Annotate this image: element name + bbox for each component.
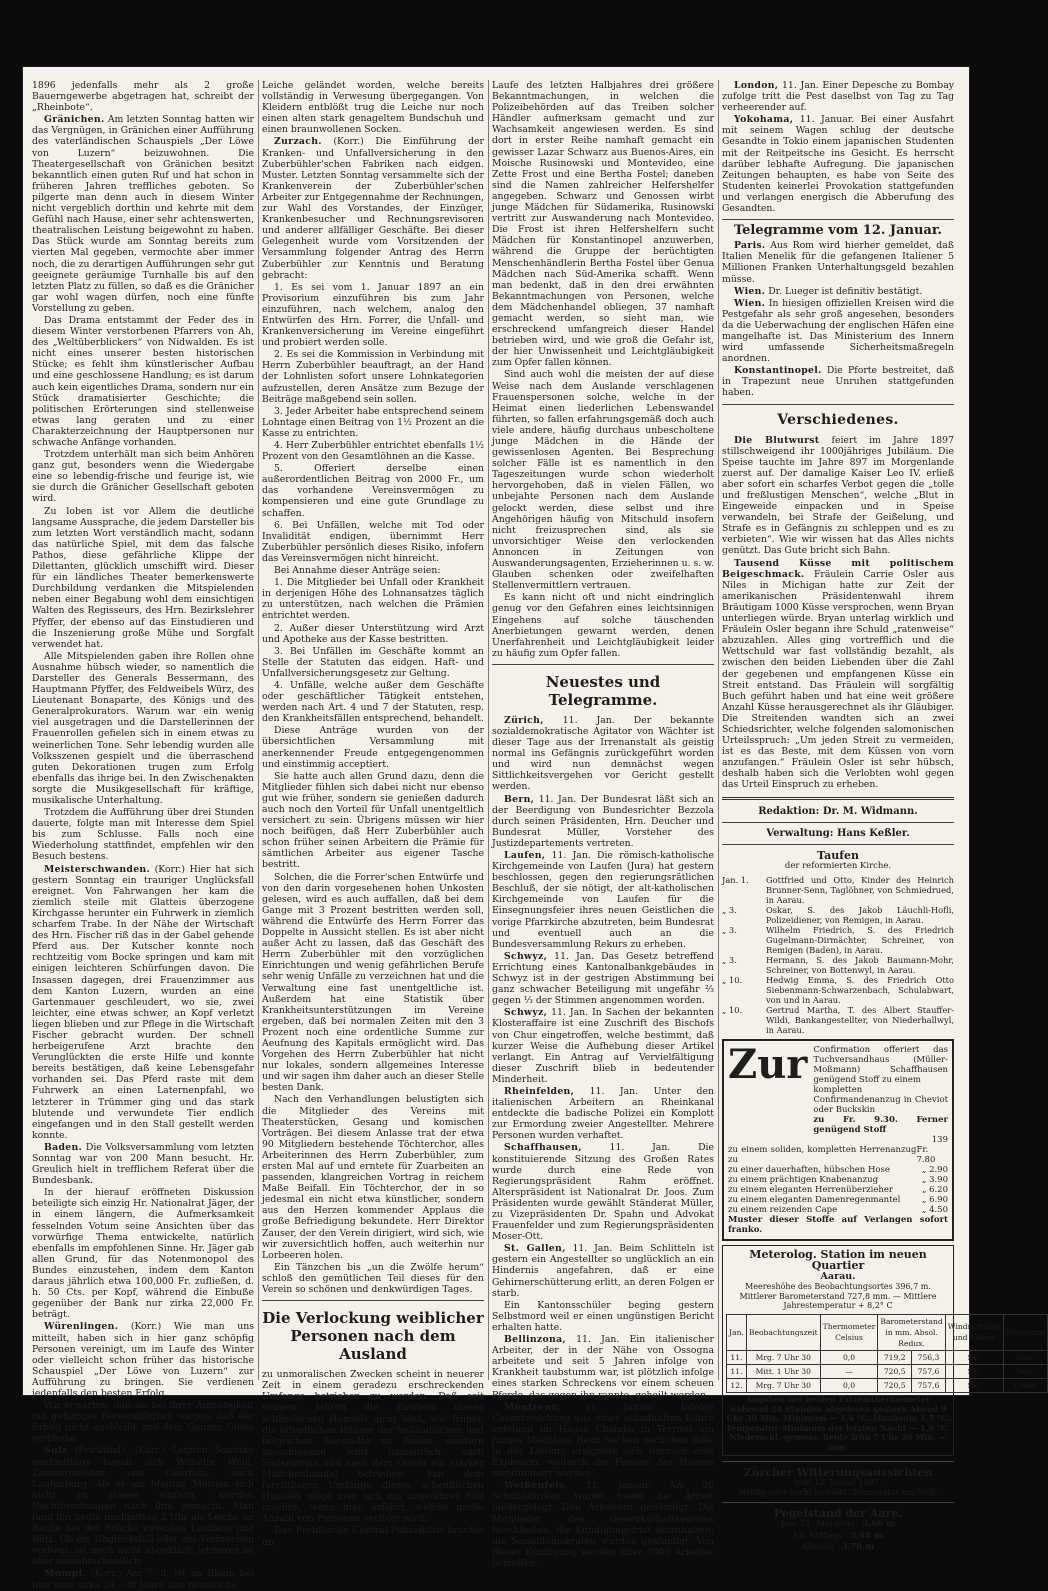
list-item: „ 10. Hedwig Emma, S. des Friedrich Otto Siebenmann-Schwarzenbach, Schulabwart, von und in Aarau.: [722, 974, 954, 1005]
ad-text: Confirmation offeriert das Tuchversandhaus (Müller-Moßmann) Schaffhausen genügend Stoff zu einem: [813, 1044, 948, 1085]
news-zuerich: [492, 715, 714, 793]
newspaper-page: [22, 66, 1045, 1591]
article-text: 11. Januar. Am 30 Schuhfabriken wurde heute die Arbeit niedergelegt. Den Arbeitern gebündigt. Die Mitglieder des Gewerkschaftsvereins beschließen, die Kündigungsfrist einzuhalten; die Sozialdemokraten wurden gekündigt. Von dieser Kündigung werden über 3000 Arbeiter betroffen.: [492, 1480, 714, 1569]
place-lead: Zürich,: [504, 714, 544, 726]
news-london: [722, 80, 954, 113]
news-bern: [492, 794, 714, 849]
place-lead: London,: [734, 80, 779, 91]
place-lead: Tausend Küsse mit politischem Beigeschmack.: [722, 557, 954, 580]
article-text: 11. Jan. Ein italienischer Arbeiter, der in der Nähe von Ossogna arbeitete und seit 5 Jahren infolge von Krankheit taubstumm war, ist plötzlich infolge eines starken Schreckens vor einem scheuen Pferde, das gegen ihn rannte, geheilt worden.: [492, 1334, 714, 1401]
news-schwyz: [492, 951, 714, 1006]
place-lead: Gränichen.: [44, 114, 105, 126]
place-lead: Zurzach.: [274, 136, 322, 148]
ad-text: Muster dieser Stoffe auf Verlangen sofort franko.: [728, 1214, 948, 1235]
article-text: feiert im Jahre 1897 stillschweigend ihr 1000jähriges Jubiläum. Die Speise tauchte im Jahre 897 im Morgenlande zuerst auf. Der damalige Kaiser Leo IV. erließ aber sofort ein scharfes Verbot gegen die „tolle und freßlustigen Menschen“, welche „Blut in Eingeweide einpacken und in Speise verwandeln, bei Strafe der Geißelung, und Strafe es in Gefängnis zu schleppen und es zu verbieten“. Wie wir wissen hat das Alles nichts genützt. Das Gute bricht sich Bahn.: [722, 434, 954, 557]
article-text: 11. Jan. Der bekannte sozialdemokratische Agitator von Wächter ist dieser Tage aus der Irrenanstalt als geistig normal ins Gefängnis zurückgeführt worden und wird nun demnächst wegen Sittlichkeitsvergehen vor Gericht gestellt werden.: [492, 714, 714, 793]
weather-subtitle: Aarau.: [820, 1271, 856, 1283]
column-1: [32, 80, 254, 1591]
article-mumpf: [32, 1568, 254, 1590]
list-item: „ 10. Gertrud Martha, T. des Albert Stauffer-Wildi, Bankangestellter, von Niederhallwyl, in Aarau.: [722, 1004, 954, 1035]
section-heading-misc: Verschiedenes.: [777, 411, 899, 428]
imprint-redaktion: Redaktion: Dr. M. Widmann.: [758, 805, 918, 817]
article-text: 2. Es sei die Kommission in Verbindung mit Herrn Zuberbühler beauftragt, an der Hand der Lohnlisten sofort unsere Lohnkategorien aufzustellen, deren Ansätze zum Bezuge der Beiträge maßgebend sein sollen.: [262, 349, 484, 405]
baptisms-heading: Taufen: [817, 848, 859, 862]
list-item: 12. Mittags 3,68 m: [792, 1530, 883, 1541]
article-text: Sie hatte auch allen Grund dazu, denn die Mitglieder fühlen sich dabei nicht nur ebenso gut wie früher, sondern sie genießen dadurch auch noch den Vorteil für Unfall unentgeltlich versichert zu sein. Übrigens müssen wir hier noch beifügen, daß Herr Zuberbühler auch schon früher seinen Arbeitern die Prämie für sämtlichen Arbeiter aus eigener Tasche bestritt.: [262, 770, 484, 871]
column-rule: [718, 80, 719, 1380]
place-lead: Schwyz,: [504, 950, 548, 962]
divider: [722, 219, 954, 220]
article-text: Fräulein Carrie Osler aus Niles in Michigan hatte zur Zeit der amerikanischen Präsidentenwahl ihrem Bräutigam 1000 Küsse versprochen, wenn Bryan unterliegen würde. Bryan unterlag wirklich und Fräulein Osler begann ihre Schuld „ratenweise“ abzuzahlen. Alles ging vortrefflich und die Wettschuld war fast vollständig bezahlt, als zwischen den beiden Liebenden über die Zahl der gegebenen und empfangenen Küsse ein Streit entstand. Das Fräulein will sorgfältig Buch geführt haben und hat eine weit größere Anzahl Küsse herausgerechnet als ihr Gläubiger. Die Streitenden wandten sich an zwei Schiedsrichter, welche folgenden salomonischen Urteilsspruch: „Um jeden Streit zu vermeiden, ist es das Beste, mit dem Küssen von vorn anzufangen.“ Fräulein Osler ist sehr hübsch, deshalb haben sich die Verlobten wohl gegen das Urteil Einspruch zu erheben.: [722, 568, 954, 791]
article-text: 5. Offeriert derselbe einen außerordentlichen Beitrag von 2000 Fr., um das vorhandene Vereinsvermögen zu kompensieren und eine gute Grundlage zu schaffen.: [262, 463, 484, 519]
table-row: 12. Mrg. 7 Uhr 30 0,0 720,5 757,6 SE. 1.Neb: [727, 1379, 1048, 1393]
baptisms-list: [722, 875, 954, 1035]
news-laufen: [492, 850, 714, 950]
place-lead: St. Gallen,: [504, 1243, 566, 1255]
place-lead: Konstantinopel.: [734, 365, 822, 377]
article-text: Diese Anträge wurden von der übersichtlichen Versammlung mit anerkennender Freude entgegengenommen und einstimmig acceptiert.: [262, 725, 484, 770]
weather-station: [722, 1245, 1045, 1456]
ad-text: 139: [931, 1134, 948, 1145]
news-montreux: [492, 1402, 714, 1480]
news-rheinfelden: [492, 1086, 714, 1141]
article-text: 1896 jedenfalls mehr als 2 große Bauerngewerbe abgetragen hat, schreibt der „Rheinbote“.: [32, 80, 254, 114]
article-text: (Korr.) Die Einführung der Kranken- und Unfallversicherung in den Zuberbühler'schen Fabriken nach eidgen. Muster. Letzten Sonntag versammelte sich der Krankenverein der Zuberbühler'schen Arbeiter zur Entgegennahme der Rechnungen, zur Wahl des Vorstandes, der Einzüger, Krankenbesucher und Rechnungsrevisoren und anderer allfälliger Geschäfte. Bei dieser Gelegenheit wurde vom Vorsitzenden der Versammlung folgender Antrag des Herrn Zuberbühler zur Kenntnis und Beratung gebracht:: [262, 136, 484, 281]
article-text: Trotzdem unterhält man sich beim Anhören ganz gut, besonders wenn die Wiedergabe eine so lebendig-frische und feurige ist, wie sie durch die Gränicher Gesellschaft geboten wird.: [32, 449, 254, 505]
news-st-gallen: [492, 1243, 714, 1298]
list-item: Abends 3,70 m: [801, 1541, 875, 1552]
place-lead: Schwyz,: [504, 1007, 548, 1019]
article-baden: [32, 1142, 254, 1186]
table-row: 11. Mitt. 1 Uhr 30 — 720,5 757,6 SE. Neb.: [727, 1365, 1048, 1379]
article-text: 11. Jan. Der Bundesrat läßt sich an der Beerdigung von Bundesrichter Bezzola durch seinen Präsidenten, Hrn. Deucher und Bundesrat Müller, Vorsteher des Justizdepartements vertreten.: [492, 793, 714, 849]
ad-price-row: zu einer dauerhaften, hübschen Hose „ 2.90: [728, 1164, 948, 1175]
place-lead: Die Blutwurst: [734, 434, 820, 446]
weather-note: Angaben der beiden Extremthermometer während 24 Stunden abgelesen gestern Abend 9 Uhr 30 Min. Minimum — 1,6 °C. Maximum 1,5 °C. Temperatur-Minimum der letzten Nacht — 1,9 °C. Niederschl.-gemess. heute früh 7 Uhr 30 Min. — mm.: [726, 1394, 950, 1452]
article-text: (Frickthal). (Korr.) Letzten Sonntag nachmittags begab sich Wilhelm Weiß, Zimmermeister von Oberfulz, nach Laufenburg. Als er am Montag Morgen sich nicht zu Hause einfand, wurden Nachforschungen nach ihm gemacht. Man fand ihn heute nachmittag 2 Uhr als Leiche im Bache bei der Brücke zwischen Leidikon und Bütz. Ob ein Unglücksfall oder ein Verbrechen vorliegt, ist noch nicht abgeklärt; letzteres ist aber unwahrscheinlich.: [32, 1445, 254, 1568]
article-text: Bei Annahme dieser Anträge seien:: [274, 565, 441, 577]
divider: [722, 1461, 954, 1462]
place-lead: Mumpf.: [44, 1568, 87, 1580]
article-text: 11. Januar. Bei einer Ausfahrt mit seinem Wagen schlug der deutsche Gesandte in Tokio einem japanischen Studenten mit der Reitpeitsche ins Gesicht. Es herrscht darüber lebhafte Aufregung. Die japanischen Zeitungen behaupten, es habe von Seite des Studenten keinerlei Provokation stattgefunden und verlangen energisch die Abberufung des Gesandten.: [722, 114, 954, 215]
place-lead: Baden.: [44, 1141, 83, 1153]
article-text: 3. Bei Unfällen im Geschäfte kommt an Stelle der Statuten das eidgen. Haft- und Unfallversicherungsgesetz zur Geltung.: [262, 645, 484, 679]
article-text: 11. Jan. In Sachen der bekannten Klosteraffaire ist eine Zuschrift des Bischofs von Chur eingetroffen, welche bestimmt, daß kurzer Weise die Aufhebung dieser Artikel verlangt. Ein Antrag auf Vervielfältigung dieser Zuschrift blieb in bedeutender Minderheit.: [492, 1007, 714, 1085]
news-konstantinopel: [722, 365, 954, 398]
list-item: „ 3. Wilhelm Friedrich, S. des Friedrich Gugelmann-Dirmächter, Schreiner, von Remigen (Baden), in Aarau.: [722, 924, 954, 955]
divider: [722, 797, 954, 800]
place-lead: Sulz: [44, 1445, 68, 1457]
advertisement-confirmation: [722, 1039, 954, 1241]
article-text: Leiche geländet worden, welche bereits vollständig in Verwesung übergegangen. Von Kleidern entblößt trug die Leiche nur noch einen alten stark genageltem Bundschuh und einen braunwollenen Socken.: [262, 80, 484, 136]
article-text: 11. Jan. Die konstituierende Sitzung des Großen Rates wurde durch eine Rede von Regierungspräsident Rahm eröffnet. Alterspräsident ist Nationalrat Dr. Joos. Zum Präsidenten wurde gewählt Ständerat Müller, zu Vizepräsidenten Dr. Spahn und Advokat Frauenfelder und zum Regierungspräsidenten Moser-Ott.: [492, 1142, 714, 1243]
article-text: 3. Jeder Arbeiter habe entsprechend seinem Lohntage einen Beitrag von 1½ Prozent an die Kasse zu entrichten.: [262, 405, 484, 439]
article-text: 1. Es sei vom 1. Januar 1897 an ein Provisorium einzuführen bis zum Jahr einzuführen, nach welchem, analog den Entwürfen des Hrn. Forrer, die Unfall- und Krankenversicherung im Vereine eingeführt und probiert werden solle.: [262, 281, 484, 349]
article-text: Die Volksversammlung vom letzten Sonntag war von 200 Mann besucht. Hr. Greulich hielt in trefflichem Referat über die Bundesbank.: [32, 1141, 254, 1187]
article-text: 2. Außer dieser Unterstützung wird Arzt und Apotheke aus der Kasse bestritten.: [262, 622, 484, 645]
divider: [722, 822, 954, 823]
article-text: Wir erwarten, daß sie bei ihrer Anmutigkeit mit gehöriger Bereitwilligkeit sorgen, daß der Erfolg nicht ausbleibt und dem Ganzen Gutes verbleibe.: [32, 1400, 254, 1445]
list-item: Jan. 11. Morgens 3,66 m: [780, 1519, 896, 1530]
news-weissenfels: [492, 1480, 714, 1569]
article-text: 11. Jan. Unter den italienischen Arbeitern an Rheinkanal entdeckte die badische Polizei ein Komplott zur Ermordung zweier Angestellter. Mehrere Personen wurden verhaftet.: [492, 1085, 714, 1142]
table-header-row: Jan. Beobachtungszeit Thermometer Celsius Barometerstand in mm. Absol. Redux. Windrichtung und Stärke Witterung: [727, 1314, 1048, 1350]
table-row: 11. Mrg. 7 Uhr 30 0,0 719,2 756,3 SE. Neb.: [727, 1350, 1048, 1364]
ad-price-row: zu einem soliden, kompletten Herrenanzug zu Fr. 7.80: [728, 1144, 936, 1165]
imprint-verwaltung: Verwaltung: Hans Keßler.: [766, 827, 910, 839]
article-text: In der hierauf eröffneten Diskussion beteiligte sich einzig Hr. Nationalrat Jäger, der in einem längern, die Aufmerksamkeit fesselnden Votum seine Ansichten über das vorwürfige Thema entwickelte, natürlich ebenfalls im empfohlenen Sinne. Hr. Jäger gab allen Grund, für das Notenmonopol des Bundes einzustehen, indem dem Kanton daraus jährlich etwa 100,000 Fr. zufließen, d. h. 50 Cts. per Kopf, während die Einbuße gegenüber der Bank nur zirka 22,000 Fr. beträgt.: [32, 1187, 254, 1321]
article-text: 11. Jan. Einer Depesche zu Bombay zufolge tritt die Pest daselbst von Tag zu Tag verheerender auf.: [722, 80, 954, 114]
article-text: 4. Unfälle, welche außer dem Geschäfte oder geschäftlicher Tätigkeit entstehen, werden nach Art. 4 und 7 der Statuten, resp. den Krankheitsfällen entsprechend, behandelt.: [262, 679, 484, 725]
weather-title: Meterolog. Station im neuen Quartier: [749, 1247, 927, 1272]
article-zurzach: [262, 136, 484, 280]
article-blutwurst: [722, 435, 954, 557]
article-text: Das Preußische Central-Polizeiblatt brachte im: [262, 1525, 484, 1548]
divider: [262, 1300, 484, 1301]
column-2: [262, 80, 484, 1548]
weather-info: Mittlerer Barometerstand 727,8 mm. — Mittlere Jahrestemperatur + 8,2° C: [739, 1291, 937, 1311]
place-lead: Wien.: [734, 285, 766, 297]
article-meisterschwanden: [32, 864, 254, 1141]
column-4: [722, 80, 1045, 1552]
article-text: 11. Jan. Das Gesetz betreffend Errichtung eines Kantonalbankgebäudes in Schwyz ist in der gestrigen Abstimmung bei ganz schwacher Beteiligung mit ungefähr ⅔ gegen ⅓ der Stimmen angenommen worden.: [492, 950, 714, 1007]
article-kuesse: [722, 558, 954, 791]
article-text: (Korr.) Am 7. d. ist im Rhein bei hier eine zirka 24—30 Jahre alte männliche: [32, 1568, 254, 1591]
divider: [492, 664, 714, 665]
place-lead: Rheinfelden,: [504, 1085, 575, 1097]
forecast-date: vom 12. Januar 1897.: [794, 1478, 882, 1488]
ad-text: zu Fr. 9.30. Ferner genügend Stoff: [813, 1114, 948, 1135]
forecast-heading: Zürcher Witterungsaussichten: [743, 1466, 933, 1480]
article-text: Laufe des letzten Halbjahres drei größere Bekanntmachungen, in welchen die Polizeibehörden auf das Treiben solcher Händler aufmerksam gemacht und zur Wachsamkeit angewiesen werden. Es sind dort in erster Reihe namhaft gemacht ein gewisser Lazar Schwarz aus Buenos-Aires, ein Moische Rusinowski und Montevideo, eine Zette Frost und eine Bertha Fostel; daneben sind die Namen zahlreicher Helfershelfer angegeben. Schwarz und Genossen wirbt junge Mädchen für Südamerika, Rusinowski vertritt zur Auswanderung nach Montevideo. Die Frost ist ihren Helfershelfern sucht Mädchen für Konstantinopel anzuwerben, während die Gruppe der berüchtigten Menschenhändlerin Bertha Fostel über Genua Mädchen nach Süd-Amerika schafft. Wenn man bedenkt, daß in den drei erwähnten Bekanntmachungen von Personen, welche dem Mädchenhandel obliegen, 37 namhaft gemacht werden, so sieht man, wie erschreckend umfangreich dieser Handel betrieben wird, und wie groß die Gefahr ist, der hier Unwissenheit und Leichtgläubigkeit zum Opfer fallen können.: [492, 80, 714, 369]
article-text: Sind auch wohl die meisten der auf diese Weise nach dem Auslande verschlagenen Frauenspersonen solche, welche in der Heimat einen liederlichen Lebenswandel führten, so fallen erfahrungsgemäß doch auch viele andere, häufig durchaus unbescholtene junge Mädchen in die Hände der gewissenlosen Agenten. Bei Besprechung solcher Fälle ist es namentlich in den Tageszeitungen wurde schon wiederholt hervorgehoben, daß in vielen Fällen, wo unbejahte Personen nach dem Auslande gelockt werden, diese selbst und ihre Angehörigen häufig von Mitschuld insofern nicht freizusprechen sind, als sie unvorsichtiger Weise den verlockenden Annoncen in Zeitungen von Auswanderungsagenten, Erzieherinnen u. s. w. Glauben schenken oder zweifelhaften Stellenvermittlern vertrauen.: [492, 369, 714, 592]
news-wien: [722, 286, 954, 297]
place-lead: Bern,: [504, 793, 535, 805]
article-text: (Korr.) Wie man uns mitteilt, haben sich in hier ganz schöpfig Personen vereinigt, um im Laufe des Winter oder vielleicht schon früher das historische Schauspiel „Der Löwe von Luzern“ zur Aufführung zu bringen. Sie verdienen jedenfalls den besten Erfolg.: [32, 1321, 254, 1399]
article-text: 11. Jan. Die römisch-katholische Kirchgemeinde von Laufen (Jura) hat gestern beschlossen, gegen den regierungsrätlichen Beschluß, der sie nötigt, der alt-katholischen Kirchgemeinde von Laufen für die Einsegnungsfeier ihres neuen Geistlichen die vorige Pfarrkirche abzutreten, beim Bundesrat und eventuell auch an die Bundesversammlung Rekurs zu erheben.: [492, 850, 714, 950]
ad-price-row: zu einem eleganten Damenregenmantel „ 6.90: [728, 1194, 948, 1205]
column-rule: [258, 80, 259, 1380]
divider: [722, 404, 954, 405]
article-text: Ein Kantonsschüler beging gestern Selbstmord weil er einen ungünstigen Bericht erhalten hatte.: [492, 1299, 714, 1333]
place-lead: Bellinzona,: [504, 1334, 566, 1346]
section-heading-telegrams: Telegramme vom 12. Januar.: [733, 223, 943, 239]
article-text: Die Pforte bestreitet, daß in Trapezunt neue Unruhen stattgefunden haben.: [722, 365, 954, 399]
column-rule: [488, 80, 489, 1380]
article-text: Zu loben ist vor Allem die deutliche langsame Aussprache, die jedem Darsteller bis zum letzten Wort verständlich macht, sodann das natürliche Spiel, mit dem das falsche Pathos, diese gefährliche Klippe der Dilettanten, glücklich umschifft wird. Dieser für ein ländliches Theater bemerkenswerte Durchbildung verdanken die Mitspielenden neben einer Begabung wohl dem einsichtigen Walten des Regisseurs, des Hrn. Bezirkslehrer Pfyffer, der ebenso auf das Einstudieren und die Inszenierung große Mühe und Sorgfalt verwendet hat.: [32, 505, 254, 650]
article-text: Alle Mitspielenden gaben ihre Rollen ohne Ausnahme hübsch wieder, so namentlich die Darsteller des Generals Bessermann, des Hauptmann Pfyffer, des Feldweibels Würz, des Lieutenant Bonaparte, des Königs und des Generalprokurators. Warum war ein wenig viel ausgetragen und die Darstellerinnen der Frauenrollen gefielen sich in einem etwas zu weinerlichen Tone. Sehr lebendig wurden alle Volksszenen gespielt und die überraschend guten Dekorationen trugen zum Erfolg ebenfalls das ihrige bei. In den Zwischenakten sorgte die Musikgesellschaft für kräftige, musikalische Unterhaltung.: [32, 650, 254, 806]
news-schaffhausen: [492, 1142, 714, 1242]
place-lead: Yokohama,: [734, 114, 794, 126]
section-heading: Die Verlockung weiblicher Personen nach dem Ausland: [262, 1309, 484, 1364]
divider: [722, 844, 954, 845]
article-text: Ein Tänzchen bis „un die Zwölfe herum“ schloß den gemütlichen Teil dieses für den Verein so schönen und denkwürdigen Tages.: [262, 1261, 484, 1296]
place-lead: Schaffhausen,: [504, 1142, 582, 1154]
ad-price-row: zu einem reizenden Cape „ 4.50: [728, 1204, 948, 1215]
water-level-heading: Pegelstand der Aare.: [773, 1507, 903, 1521]
place-lead: Montreux,: [504, 1401, 561, 1413]
news-schwyz-2: [492, 1007, 714, 1085]
ad-text: kompletten Confirmandenanzug in Cheviot oder Buckskin: [813, 1084, 948, 1115]
baptisms-subheading: der reformierten Kirche.: [784, 860, 892, 871]
ad-headline: Zur: [728, 1040, 808, 1088]
list-item: „ 3. Oskar, S. des Jakob Läuchli-Hofli, Polizeidiener, von Remigen, in Aarau.: [722, 904, 954, 925]
weather-table: [726, 1314, 1048, 1394]
list-item: Jan. 1. Gottfried und Otto, Kinder des Heinrich Brunner-Senn, Taglöhner, von Schmiedrued, in Aarau.: [722, 874, 954, 905]
article-text: 6. Bei Unfällen, welche mit Tod oder Invalidität endigen, übernimmt Herr Zuberbühler persönlich dieses Risiko, infofern das Vereinsvermögen nicht hinreicht.: [262, 519, 484, 564]
weather-info: Meereshöhe des Beobachtungsortes 396,7 m.: [745, 1282, 931, 1292]
article-text: Trotzdem die Aufführung über drei Stunden dauerte, folgte man mit Interesse dem Spiel bis zum Schlusse. Falls noch eine Wiederholung stattfindet, empfehlen wir den Besuch bestens.: [32, 807, 254, 863]
article-text: Das Drama entstammt der Feder des in diesem Winter verstorbenen Pfarrers von Ah, des „Weltüberblickers“ von Nidwalden. Es ist nicht eines unserer besten historischen Stücke; es fehlt ihm künstlerischer Aufbau und eine geschlossene Handlung; es ist darum auch kein eigentliches Drama, sondern nur ein Stück dramatisierter Geschichte; die politischen Erörterungen sind stellenweise etwas lang geraten und zu einer Charakterzeichnung der Hauptpersonen nur schwache Anfänge vorhanden.: [32, 314, 254, 448]
place-lead: Meisterschwanden.: [44, 863, 151, 875]
article-text: Es kann nicht oft und nicht eindringlich genug vor den Gefahren eines leichtsinnigen Eingehens auf solche täuschenden Anerbietungen gewarnt werden, denen Unerfahrenheit und Leichtgläubigkeit leider zu häufig zum Opfer fallen.: [492, 592, 714, 659]
place-lead: Laufen,: [504, 850, 546, 861]
column-3: [492, 80, 714, 1569]
news-bellinzona: [492, 1334, 714, 1401]
list-item: „ 3. Hermann, S. des Jakob Baumann-Mohr, Schreiner, von Bottenwyl, in Aarau.: [722, 954, 954, 975]
article-text: Aus Rom wird hierher gemeldet, daß Italien Menelik für die gefangenen Italiener 5 Millionen Franken Unterhaltungsgeld bezahlen müsse.: [722, 240, 954, 285]
article-text: 11. Jan. Beim Schlitteln ist gestern ein Angestellter so unglücklich an ein Hindernis angefahren, daß er eine Gehirnerschütterung erlitt, an deren Folgen er starb.: [492, 1243, 714, 1299]
section-heading-news: Neuestes und Telegramme.: [545, 672, 661, 709]
article-text: Am letzten Sonntag hatten wir das Vergnügen, in Gränichen einer Aufführung des vaterländischen Schauspiels „Der Löwe von Luzern“ beizuwohnen. Die Theatergesellschaft von Gränichen besitzt bekanntlich einen guten Ruf und hat schon in früheren Jahren treffliches geboten. So pilgerte man denn auch in diesem Winter nicht vergeblich dorthin und kehrte mit dem Gefühl nach Hause, einer sehr achtenswerten, theatralischen Leistung beigewohnt zu haben. Das Stück wurde am Sonntag bereits zum vierten Mal gegeben, vermochte aber immer noch, die zu derartigen Aufführungen sehr gut geeignete geräumige Turnhalle bis auf den letzten Platz zu füllen, so daß es die Gränicher gar wohl wagen dürfen, noch eine fünfte Vorstellung zu geben.: [32, 114, 254, 314]
place-lead: Paris.: [734, 240, 766, 252]
news-wien-2: [722, 298, 954, 365]
article-text: (Korr.) Hier hat sich gestern Sonntag ein trauriger Unglücksfall ereignet. Von Fahrwangen her kam die ziemlich steile mit Glatteis überzogene Kirchgasse herunter ein Fuhrwerk in ziemlich scharfem Trabe. In der Nähe der Wirtschaft des Hrn. Fischer riß das in der Gabel gehende Pferd aus. Der Kutscher konnte noch rechtzeitig vom Bocke springen und kam mit einigen leichteren Schürfungen davon. Die Insassen dagegen, drei Frauenzimmer aus dem Kanton Luzern, wurden an eine Gartenmauer geschleudert, wo sie, zwei leichter, eine etwas schwer, an Kopf verletzt liegen blieben und zur Pflege in die Wirtschaft Fischer gebracht wurden. Der schnell herbeigerufene Arzt brachte den Verunglückten die erste Hilfe und konnte bereits bestätigen, daß keine Lebensgefahr vorhanden sei. Das Pferd raste mit dem Fuhrwerk an einen Laternenpfahl, wo letzterer in Trümmer ging und das stark blutende und verwundete Tier endlich eingefangen und in den Stall gestellt werden konnte.: [32, 863, 254, 1141]
news-yokohama: [722, 114, 954, 214]
article-text: 11. Januar. Infolge Gasentweichung aus einer schadhaften Röhre entstand im Hause Chamba in Territet ein junges Mädchen. Beim Suchen nach dem Riße in der Leitung ereignete sich hernach eine Explosion, wodurch die Fenster des Hauses zertrümmert wurden.: [492, 1401, 714, 1480]
article-wuerenlingen: [32, 1321, 254, 1399]
article-sulz: [32, 1445, 254, 1567]
place-lead: Weißenfels,: [504, 1480, 569, 1492]
forecast-text: Neblig oder leicht bewölkt, Temperatur um Null.: [738, 1487, 938, 1497]
news-paris: [722, 240, 954, 284]
article-text: Dr. Lueger ist definitiv bestätigt.: [768, 285, 923, 297]
article-text: In hiesigen offiziellen Kreisen wird die Pestgefahr als sehr groß angesehen, besonders da die Ueberwachung der englischen Häfen eine mangelhafte ist. Das Ministerium des Innern wird umfassende Sicherheitsmaßregeln anordnen.: [722, 297, 954, 365]
article-text: 4. Herr Zuberbühler entrichtet ebenfalls 1½ Prozent von den Gesamtlöhnen an die Kasse.: [262, 440, 484, 463]
ad-price-row: zu einem eleganten Herrenüberzieher „ 6.20: [728, 1184, 948, 1195]
divider: [722, 1502, 954, 1503]
article-graenichen: [32, 114, 254, 314]
article-text: 1. Die Mitglieder bei Unfall oder Krankheit in derjenigen Höhe des Lohnansatzes täglich zu unterstützen, nach welchen die Prämien entrichtet werden.: [262, 577, 484, 622]
place-lead: Wien.: [734, 297, 766, 309]
article-text: Nach den Verhandlungen belustigten sich die Mitglieder des Vereins mit Theaterstücken, Gesang und komischen Vorträgen. Bei diesem Anlasse trat der etwa 90 Mitgliedern bestehende Töchterchor, alles Arbeiterinnen des Herrn Zuberbühler, zum ersten Mal auf und erntete für Zuarbeiten an passenden, klangreichen Vortrag in reichem Maße Beifall. Ein Töchterchor, der in so jedesmal ein nicht etwa künstlicher, sondern aus den Herzen kommender Applaus die große Befriedigung bekundete. Herr Direktor Zauser, der den Verein dirigiert, wird sich, wie wir zuversichtlich hoffen, auch weiterhin nur Lorbeeren holen.: [262, 1094, 484, 1261]
ad-price-row: zu einem prächtigen Knabenanzug „ 3.90: [728, 1174, 948, 1185]
article-text: Solchen, die die Forrer'schen Entwürfe und von den darin vorgesehenen hohen Unkosten gelesen, wird es auch auffallen, daß bei dem Gange mit 3 Prozent bestritten werden soll, während die Entwürfe des Herrn Forrer das Doppelte in Aussicht stellen. Es ist aber nicht außer Acht zu lassen, daß das Geschäft des Herrn Zuberbühler mit den vorzüglichen Einrichtungen und wenig gefährlichen Berufe sehr wenig Unfälle zu verzeichnen hat und die Verwaltung eine fast unentgeltliche ist. Außerdem hat eine Statistik über Krankheitsunterstützungen im Vereine ergeben, daß bei normalen Zeiten mit den 3 Prozent noch eine ordentliche Summe zur Aeufnung des Kapitals ermöglicht wird. Das Vorgehen des Herrn Zuberbühler hat nicht nur lokales, sondern allgemeines Interesse und wir sagen ihm daher auch an dieser Stelle besten Dank.: [262, 871, 484, 1094]
article-text: zu unmoralischen Zwecken scheint in neuerer Zeit in einem geradezu erschreckenden Umfange betrieben zu werden. Daß seit einigen Jahren die Existenz dieses schändlichen Handels nicht bloß, wie früher, die öffentlichen Häuser der holländischen und belgischen Seestädte zu Zielen, sondern ausschienend wird namentlich nach Südamerika und nach dem Orient ein starker Mädchenhandel betrieben. Von dem furchtbaren Umfange dieses scheußlichen Handels möge man sich ein ungefähres Bild machen, wenn man erfährt, welche große Anzahl von Personen verfolgt wird.: [262, 1369, 484, 1525]
place-lead: Würenlingen.: [44, 1321, 119, 1333]
